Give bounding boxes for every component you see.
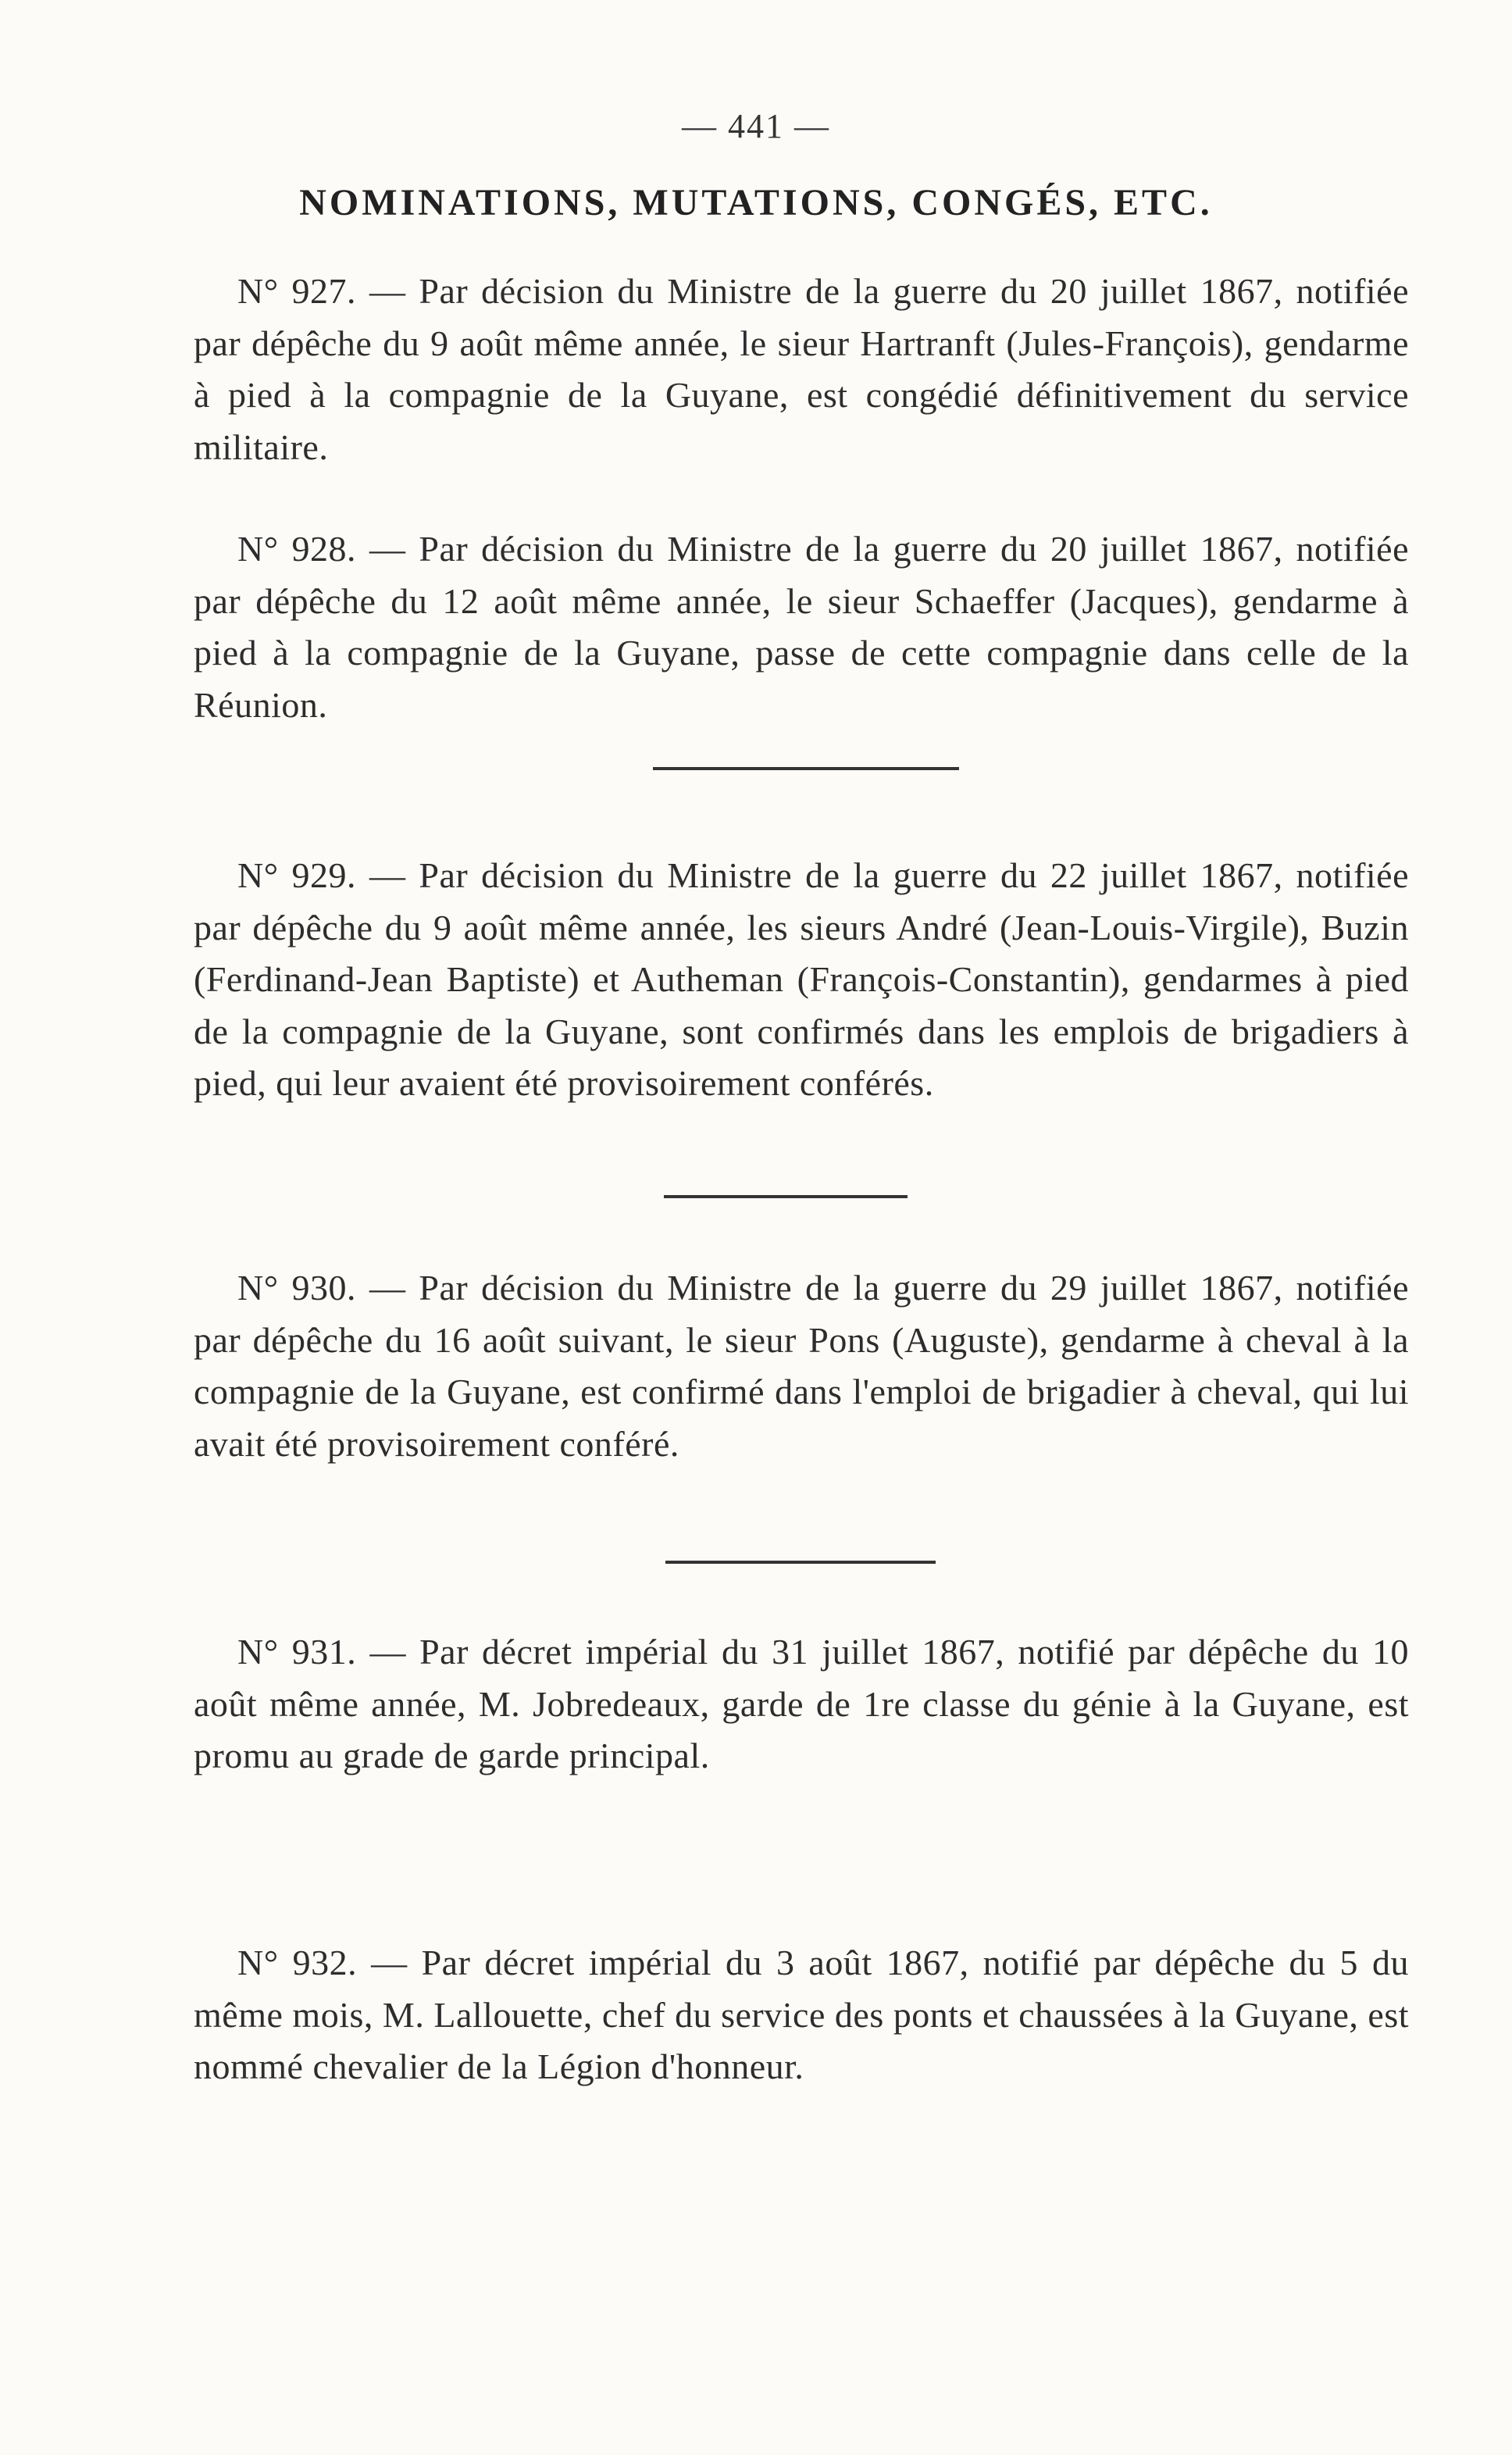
entry-number: N° 927.	[237, 271, 357, 311]
running-title: NOMINATIONS, MUTATIONS, CONGÉS, ETC.	[299, 182, 1213, 223]
entry-text: — Par décision du Ministre de la guerre du 29 juillet 1867, notifiée par dépêche du 16 août suivant, le sieur Pons (Auguste), gendarme à cheval à la compagnie de la Guyane, est confirmé dans l'emploi de brigadier à cheval, qui lui avait été provisoirement conféré.	[194, 1268, 1410, 1464]
entry-text: — Par décision du Ministre de la guerre du 20 juillet 1867, notifiée par dépêche du 12 août même année, le sieur Schaeffer (Jacques), gendarme à pied à la compagnie de la Guyane, passe de cette compagnie dans celle de la Réunion.	[194, 529, 1410, 725]
entry-text: — Par décret impérial du 31 juillet 1867, notifié par dépêche du 10 août même année, M. Jobredeaux, garde de 1re classe du génie à la Guyane, est promu au grade de garde principal.	[194, 1632, 1409, 1775]
entry-number: N° 932.	[237, 1943, 358, 1982]
entry-929	[194, 850, 1409, 1110]
separator-rule	[665, 1561, 936, 1564]
entry-number: N° 928.	[237, 529, 357, 569]
entry-928	[194, 523, 1409, 731]
separator-rule	[653, 767, 959, 770]
entry-932	[194, 1937, 1409, 2093]
page-number: — 441 —	[682, 107, 830, 145]
entry-text: — Par décision du Ministre de la guerre du 22 juillet 1867, notifiée par dépêche du 9 août même année, les sieurs André (Jean-Louis-Virgile), Buzin (Ferdinand-Jean Baptiste) et Autheman (François-Constantin), gendarmes à pied de la compagnie de la Guyane, sont confirmés dans les emplois de brigadiers à pied, qui leur avaient été provisoirement conférés.	[194, 855, 1410, 1103]
entry-number: N° 930.	[237, 1268, 357, 1308]
entry-930	[194, 1262, 1409, 1470]
separator-rule	[664, 1195, 908, 1198]
entry-number: N° 931.	[237, 1632, 357, 1672]
entry-text: — Par décret impérial du 3 août 1867, notifié par dépêche du 5 du même mois, M. Lallouette, chef du service des ponts et chaussées à la Guyane, est nommé chevalier de la Légion d'honneur.	[194, 1943, 1409, 2086]
entry-number: N° 929.	[237, 855, 357, 895]
entry-927	[194, 266, 1409, 473]
entry-text: — Par décision du Ministre de la guerre du 20 juillet 1867, notifiée par dépêche du 9 août même année, le sieur Hartranft (Jules-François), gendarme à pied à la compagnie de la Guyane, est congédié définitivement du service militaire.	[194, 271, 1410, 467]
entry-931	[194, 1626, 1409, 1782]
